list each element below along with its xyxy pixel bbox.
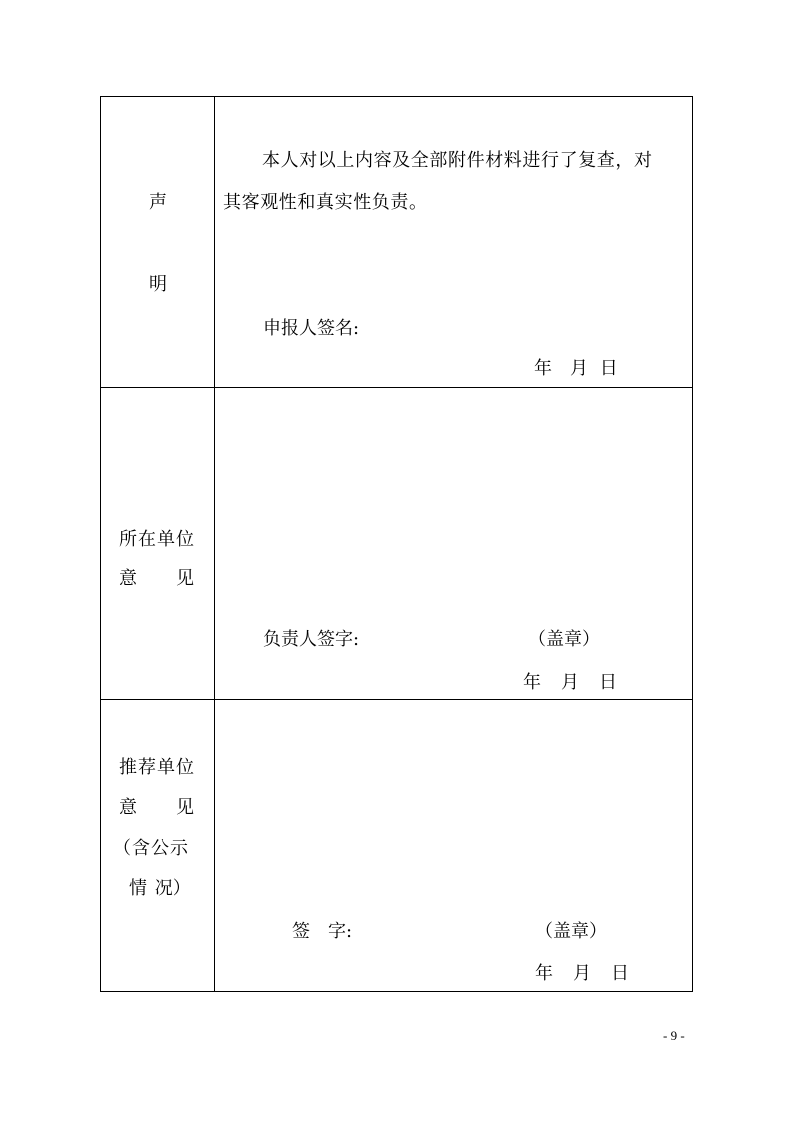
unit-opinion-label-cell [101,388,215,699]
form-table [100,96,693,992]
unit-opinion-label-line-1: 所在单位 [119,529,195,550]
recommend-signature-label: 签 字: [292,921,353,942]
applicant-signature-label: 申报人签名: [263,318,360,339]
declaration-statement-line-2: 其客观性和真实性负责。 [223,192,428,213]
recommend-opinion-label-cell [101,700,215,991]
declaration-content-cell [215,97,692,387]
unit-opinion-row [101,388,692,700]
recommend-opinion-label-line-4: 情 况） [129,878,191,899]
declaration-statement-line-1: 本人对以上内容及全部附件材料进行了复查，对 [262,150,653,171]
page-number: - 9 - [663,1028,685,1043]
recommend-opinion-row [101,700,692,991]
recommend-opinion-label-line-1: 推荐单位 [119,757,195,778]
declaration-label-char-2: 明 [149,274,167,295]
unit-opinion-date: 年 月 日 [523,672,618,693]
declaration-label-char-1: 声 [149,192,167,213]
recommend-opinion-content-cell [215,700,692,991]
recommend-opinion-label-line-2: 意 见 [119,797,195,818]
declaration-date: 年 月 日 [534,358,618,379]
recommend-opinion-label-line-3: （含公示 [113,838,189,859]
recommend-stamp-label: （盖章） [535,921,607,942]
unit-stamp-label: （盖章） [528,629,600,650]
recommend-opinion-date: 年 月 日 [535,963,630,984]
declaration-label-cell [101,97,215,387]
unit-opinion-content-cell [215,388,692,699]
declaration-row [101,97,692,388]
leader-signature-label: 负责人签字: [263,629,360,650]
unit-opinion-label-line-2: 意 见 [119,568,195,589]
